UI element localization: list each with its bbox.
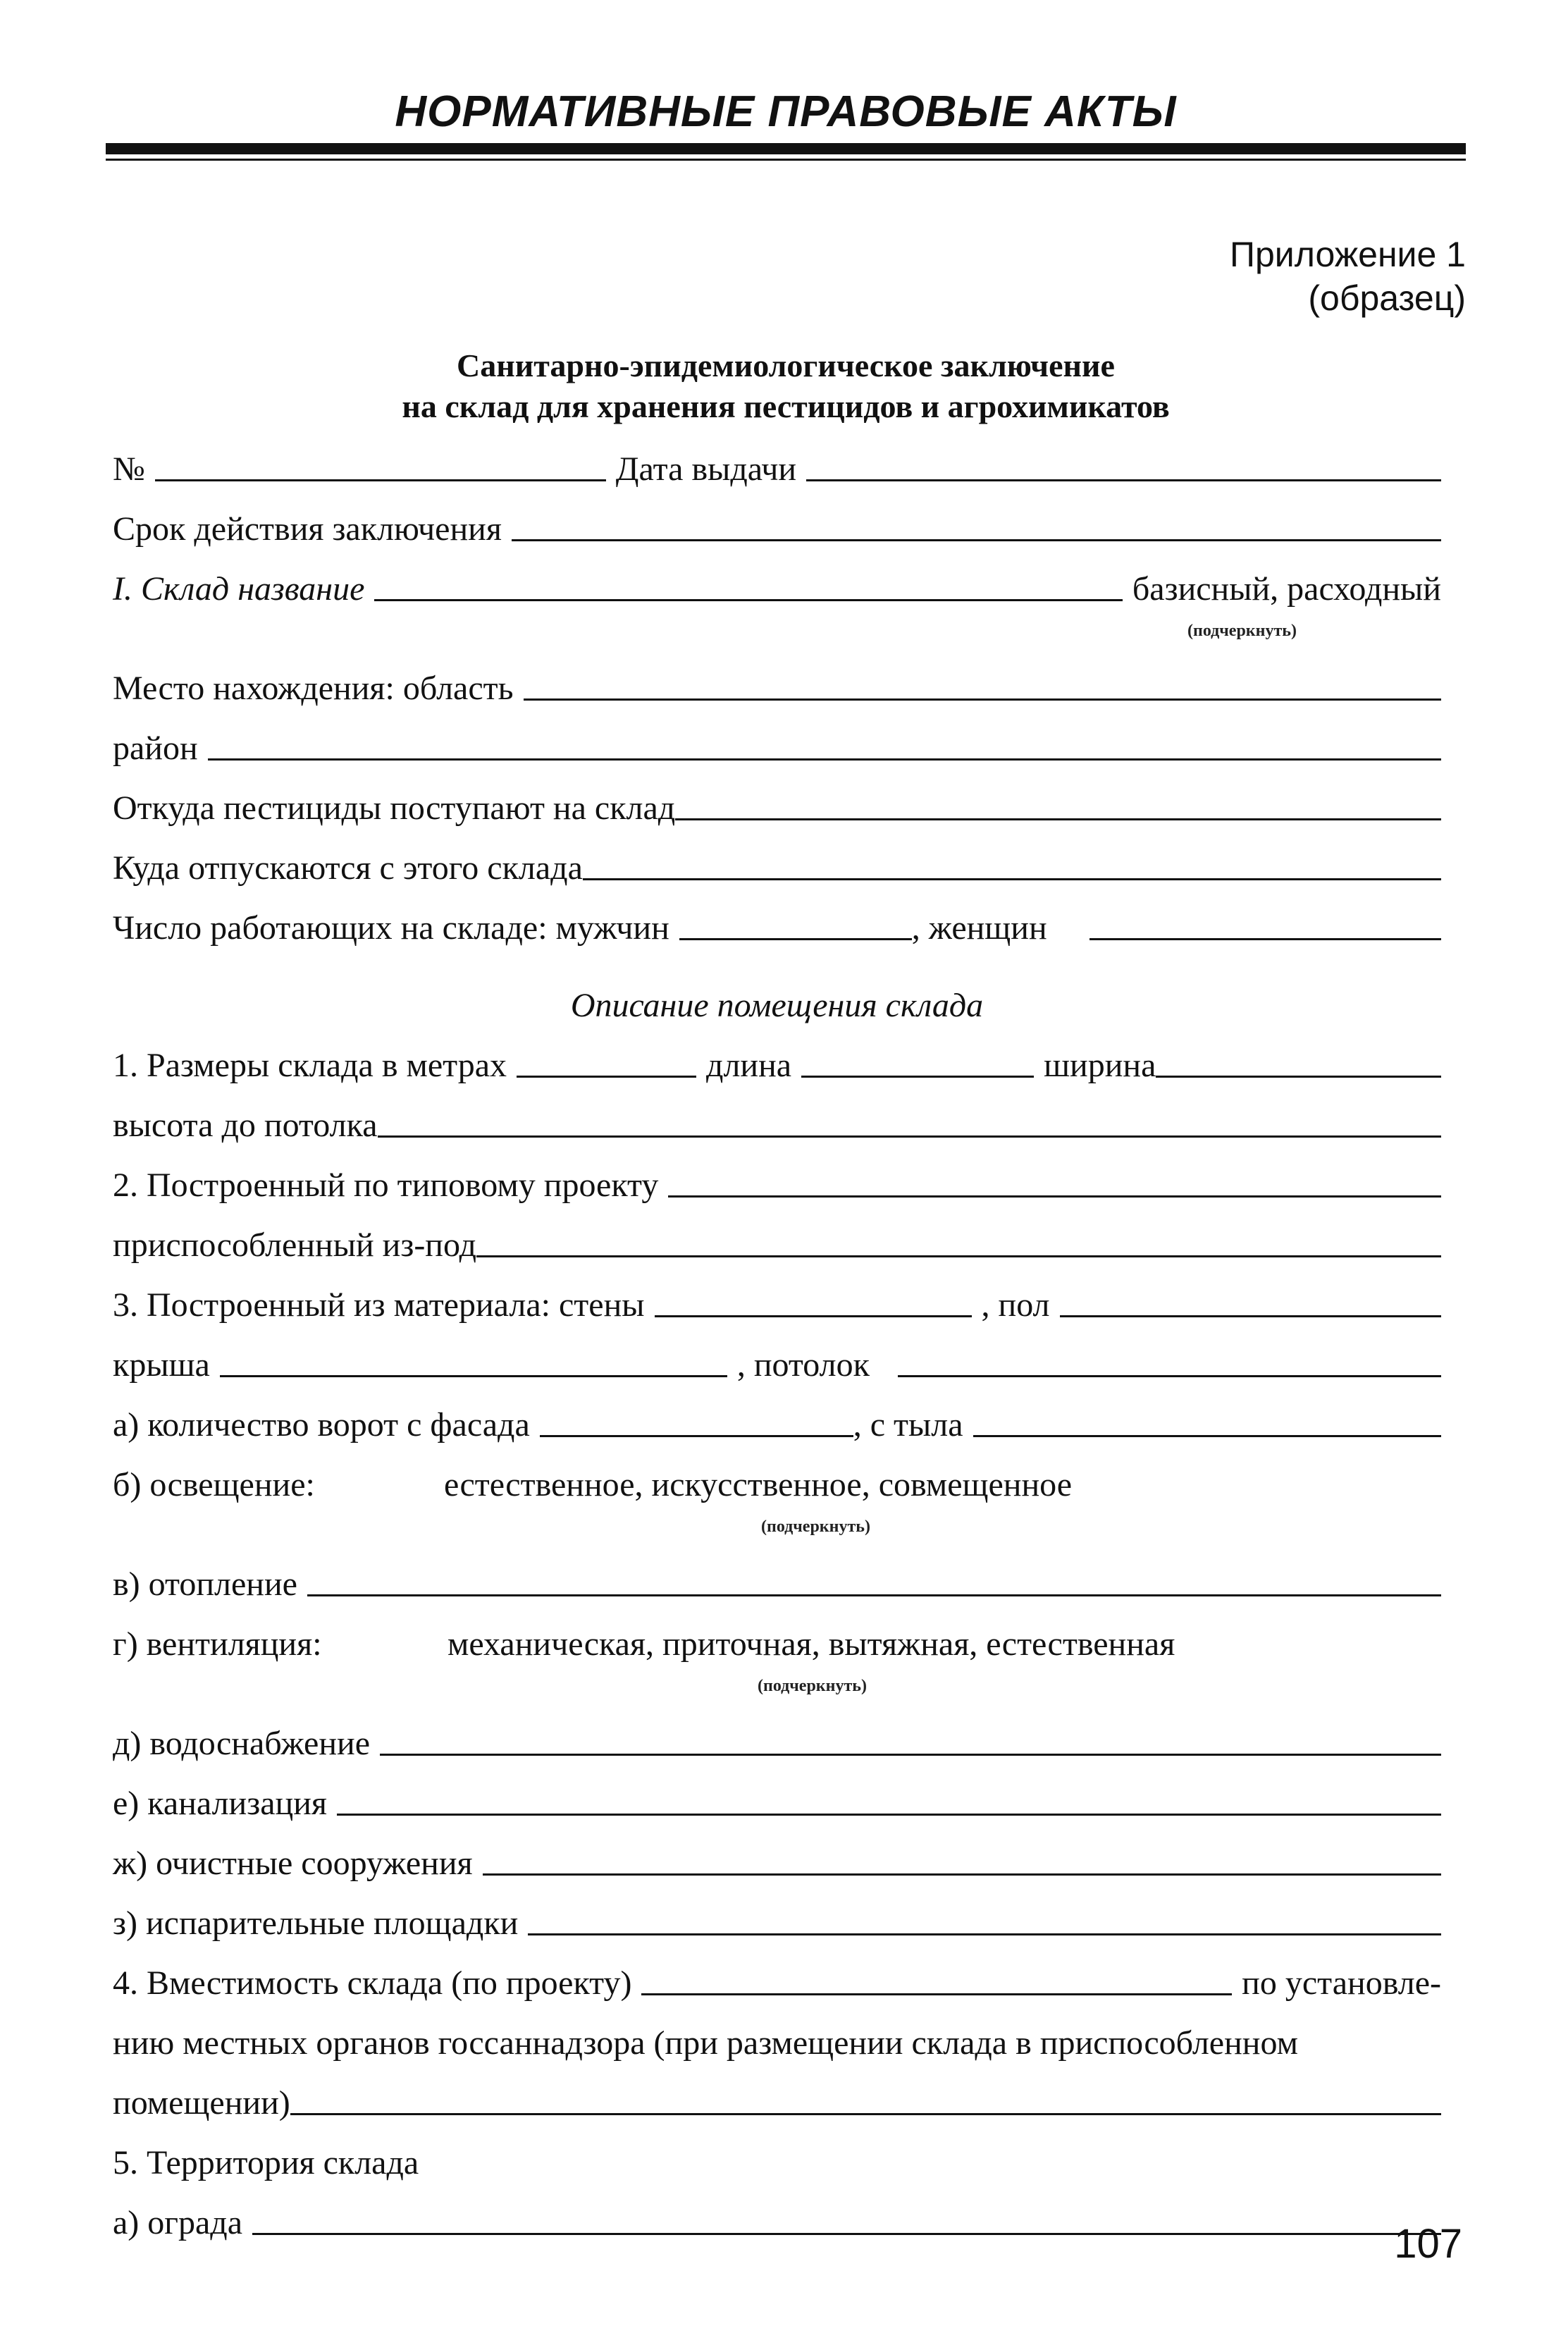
lighting-options[interactable]: естественное, искусственное, совмещенное bbox=[444, 1466, 1073, 1503]
size-label: 1. Размеры склада в метрах bbox=[113, 1047, 507, 1084]
section-heading-row bbox=[113, 950, 1441, 1028]
width-field[interactable] bbox=[1156, 1076, 1441, 1078]
treatment-label: ж) очистные сооружения bbox=[113, 1845, 473, 1882]
row-roof bbox=[113, 1327, 1441, 1387]
row-warehouse-name bbox=[113, 551, 1441, 611]
number-label: № bbox=[113, 450, 145, 488]
treatment-field[interactable] bbox=[483, 1873, 1441, 1876]
row-gates bbox=[113, 1387, 1441, 1447]
capacity-label: 4. Вместимость склада (по проекту) bbox=[113, 1964, 632, 2002]
adapted-label: приспособленный из-под bbox=[113, 1226, 477, 1264]
gates-rear-label: , с тыла bbox=[853, 1406, 963, 1443]
underline-note-text: (подчеркнуть) bbox=[1187, 621, 1297, 640]
women-count-field[interactable] bbox=[1089, 938, 1441, 940]
header-rule-thin bbox=[106, 159, 1466, 161]
ventilation-options[interactable]: механическая, приточная, вытяжная, естественная bbox=[447, 1625, 1175, 1663]
row-sewer bbox=[113, 1766, 1441, 1826]
capacity-cont-label: по установле- bbox=[1242, 1964, 1441, 2002]
gates-rear-field[interactable] bbox=[973, 1435, 1441, 1437]
women-label: , женщин bbox=[911, 909, 1047, 947]
ceiling-label: , потолок bbox=[736, 1346, 870, 1384]
capacity-adapted-field[interactable] bbox=[290, 2113, 1441, 2115]
heating-field[interactable] bbox=[307, 1594, 1441, 1596]
roof-field[interactable] bbox=[220, 1375, 727, 1377]
ceiling-field[interactable] bbox=[898, 1375, 1441, 1377]
source-label: Откуда пестициды поступают на склад bbox=[113, 789, 676, 827]
form-body bbox=[113, 431, 1441, 2245]
row-region bbox=[113, 651, 1441, 710]
row-territory bbox=[113, 2125, 1441, 2185]
adapted-field[interactable] bbox=[476, 1255, 1441, 1257]
row-adapted bbox=[113, 1207, 1441, 1267]
fence-field[interactable] bbox=[252, 2233, 1441, 2235]
height-field[interactable] bbox=[378, 1135, 1442, 1138]
underline-note bbox=[113, 611, 1441, 651]
capacity-field[interactable] bbox=[641, 1993, 1232, 1995]
evaporation-label: з) испарительные площадки bbox=[113, 1904, 519, 1942]
sewer-field[interactable] bbox=[337, 1814, 1441, 1816]
width-label: ширина bbox=[1044, 1047, 1156, 1084]
header-rule-thick bbox=[106, 143, 1466, 154]
warehouse-name-field[interactable] bbox=[374, 599, 1123, 601]
walls-label: 3. Построенный из материала: стены bbox=[113, 1286, 645, 1324]
fence-label: а) ограда bbox=[113, 2204, 243, 2241]
size-field[interactable] bbox=[517, 1076, 696, 1078]
row-number-date bbox=[113, 431, 1441, 491]
section-title: Описание помещения склада bbox=[570, 987, 984, 1024]
destination-field[interactable] bbox=[583, 878, 1441, 880]
water-field[interactable] bbox=[380, 1754, 1441, 1756]
row-validity bbox=[113, 491, 1441, 551]
walls-field[interactable] bbox=[655, 1315, 972, 1317]
workers-label: Число работающих на складе: мужчин bbox=[113, 909, 669, 947]
destination-label: Куда отпускаются с этого склада bbox=[113, 849, 583, 887]
length-label: длина bbox=[706, 1047, 792, 1084]
sewer-label: е) канализация bbox=[113, 1785, 327, 1822]
ventilation-underline-note bbox=[113, 1666, 1441, 1706]
lighting-note-text: (подчеркнуть) bbox=[761, 1517, 870, 1536]
gates-front-field[interactable] bbox=[540, 1435, 853, 1437]
row-height bbox=[113, 1088, 1441, 1147]
row-capacity bbox=[113, 1945, 1441, 2005]
height-label: высота до потолка bbox=[113, 1107, 378, 1144]
ventilation-label: г) вентиляция: bbox=[113, 1625, 322, 1663]
page-number: 107 bbox=[1394, 2221, 1462, 2267]
water-label: д) водоснабжение bbox=[113, 1725, 371, 1762]
document-title-line2: на склад для хранения пестицидов и агрохимикатов bbox=[402, 388, 1170, 424]
validity-field[interactable] bbox=[512, 539, 1441, 541]
document-title-line1: Санитарно-эпидемиологическое заключение bbox=[457, 347, 1115, 383]
lighting-underline-note bbox=[113, 1507, 1441, 1546]
running-header bbox=[106, 67, 1466, 159]
row-capacity-line2 bbox=[113, 2005, 1441, 2065]
number-field[interactable] bbox=[155, 479, 606, 481]
row-fence bbox=[113, 2185, 1441, 2245]
row-workers bbox=[113, 890, 1441, 950]
row-evaporation bbox=[113, 1885, 1441, 1945]
appendix-label bbox=[1230, 233, 1466, 320]
capacity-line2-text: нию местных органов госсаннадзора (при размещении склада в приспособленном bbox=[113, 2024, 1298, 2062]
typical-project-field[interactable] bbox=[668, 1195, 1441, 1198]
row-ventilation bbox=[113, 1606, 1441, 1666]
row-heating bbox=[113, 1546, 1441, 1606]
row-lighting bbox=[113, 1447, 1441, 1507]
capacity-line3-label: помещении) bbox=[113, 2084, 290, 2122]
warehouse-type-options[interactable]: базисный, расходный bbox=[1132, 570, 1441, 608]
issue-date-label: Дата выдачи bbox=[615, 450, 797, 488]
floor-label: , пол bbox=[981, 1286, 1050, 1324]
gates-front-label: а) количество ворот с фасада bbox=[113, 1406, 530, 1443]
men-count-field[interactable] bbox=[679, 938, 912, 940]
heating-label: в) отопление bbox=[113, 1565, 297, 1603]
issue-date-field[interactable] bbox=[806, 479, 1441, 481]
ventilation-note-text: (подчеркнуть) bbox=[758, 1676, 867, 1695]
validity-label: Срок действия заключения bbox=[113, 510, 502, 548]
typical-project-label: 2. Построенный по типовому проекту bbox=[113, 1166, 659, 1204]
row-size bbox=[113, 1028, 1441, 1088]
floor-field[interactable] bbox=[1060, 1315, 1441, 1317]
district-field[interactable] bbox=[208, 758, 1441, 761]
row-district bbox=[113, 710, 1441, 770]
row-capacity-line3 bbox=[113, 2065, 1441, 2125]
appendix-line2: (образец) bbox=[1308, 278, 1466, 318]
district-label: район bbox=[113, 730, 198, 767]
source-field[interactable] bbox=[675, 818, 1441, 820]
document-title bbox=[106, 345, 1466, 427]
roof-label: крыша bbox=[113, 1346, 210, 1384]
row-destination bbox=[113, 830, 1441, 890]
length-field[interactable] bbox=[801, 1076, 1034, 1078]
warehouse-name-label: I. Склад название bbox=[113, 570, 365, 608]
region-label: Место нахождения: область bbox=[113, 670, 514, 707]
lighting-label: б) освещение: bbox=[113, 1466, 315, 1503]
region-field[interactable] bbox=[524, 698, 1442, 701]
row-source bbox=[113, 770, 1441, 830]
header-title: НОРМАТИВНЫЕ ПРАВОВЫЕ АКТЫ bbox=[395, 87, 1177, 136]
row-treatment bbox=[113, 1826, 1441, 1885]
row-typical-project bbox=[113, 1147, 1441, 1207]
territory-label: 5. Территория склада bbox=[113, 2144, 419, 2181]
appendix-line1: Приложение 1 bbox=[1230, 235, 1466, 274]
row-material bbox=[113, 1267, 1441, 1327]
row-water bbox=[113, 1706, 1441, 1766]
evaporation-field[interactable] bbox=[528, 1933, 1441, 1935]
